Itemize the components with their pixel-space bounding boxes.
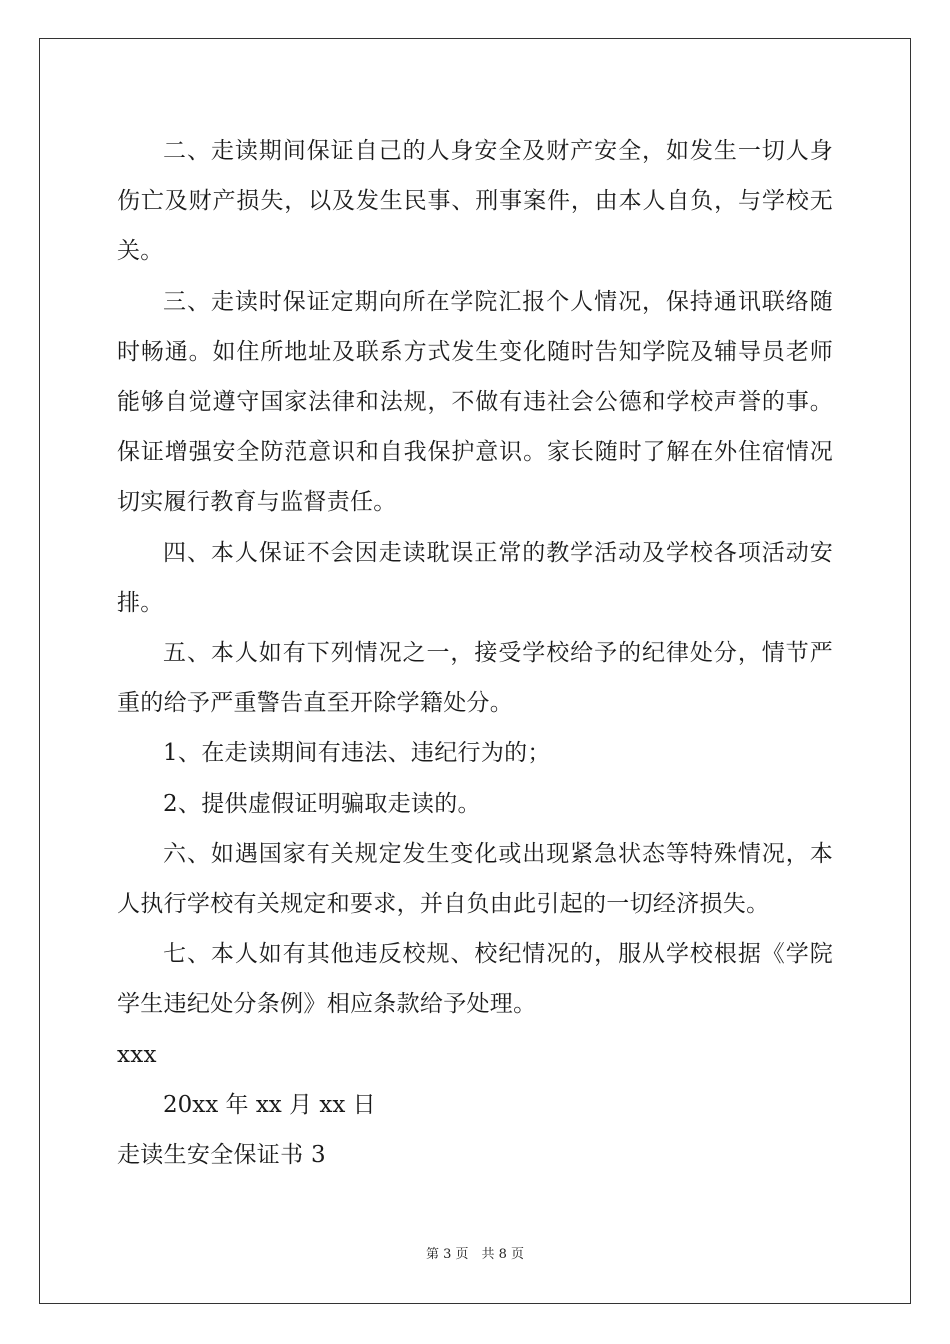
paragraph-4: 四、本人保证不会因走读耽误正常的教学活动及学校各项活动安排。 <box>117 539 833 616</box>
list-item-1: 1、在走读期间有违法、违纪行为的； <box>163 740 551 767</box>
page-footer: 第 3 页 共 8 页 <box>425 1247 525 1262</box>
list-item-2: 2、提供虚假证明骗取走读的。 <box>163 790 481 817</box>
paragraph-3: 三、走读时保证定期向所在学院汇报个人情况，保持通讯联络随时畅通。如住所地址及联系方式发生变化随时告知学院及辅导员老师能够自觉遵守国家法律和法规，不做有违社会公德和学校声誉的事。保证增强安全防范意识和自我保护意识。家长随时了解在外住宿情况切实履行教育与监督责任。 <box>117 288 833 516</box>
date-line: 20xx 年 xx 月 xx 日 <box>163 1091 376 1118</box>
paragraph-5: 五、本人如有下列情况之一，接受学校给予的纪律处分，情节严重的给予严重警告直至开除学籍处分。 <box>117 640 833 717</box>
document-body <box>117 126 833 1180</box>
next-section-title: 走读生安全保证书 3 <box>117 1142 326 1169</box>
paragraph-7: 七、本人如有其他违反校规、校纪情况的，服从学校根据《学院学生违纪处分条例》相应条款给予处理。 <box>117 941 833 1018</box>
paragraph-6: 六、如遇国家有关规定发生变化或出现紧急状态等特殊情况，本人执行学校有关规定和要求，并自负由此引起的一切经济损失。 <box>117 840 833 918</box>
paragraph-2: 二、走读期间保证自己的人身安全及财产安全，如发生一切人身伤亡及财产损失，以及发生民事、刑事案件，由本人自负，与学校无关。 <box>117 138 833 265</box>
signature: xxx <box>117 1041 157 1068</box>
